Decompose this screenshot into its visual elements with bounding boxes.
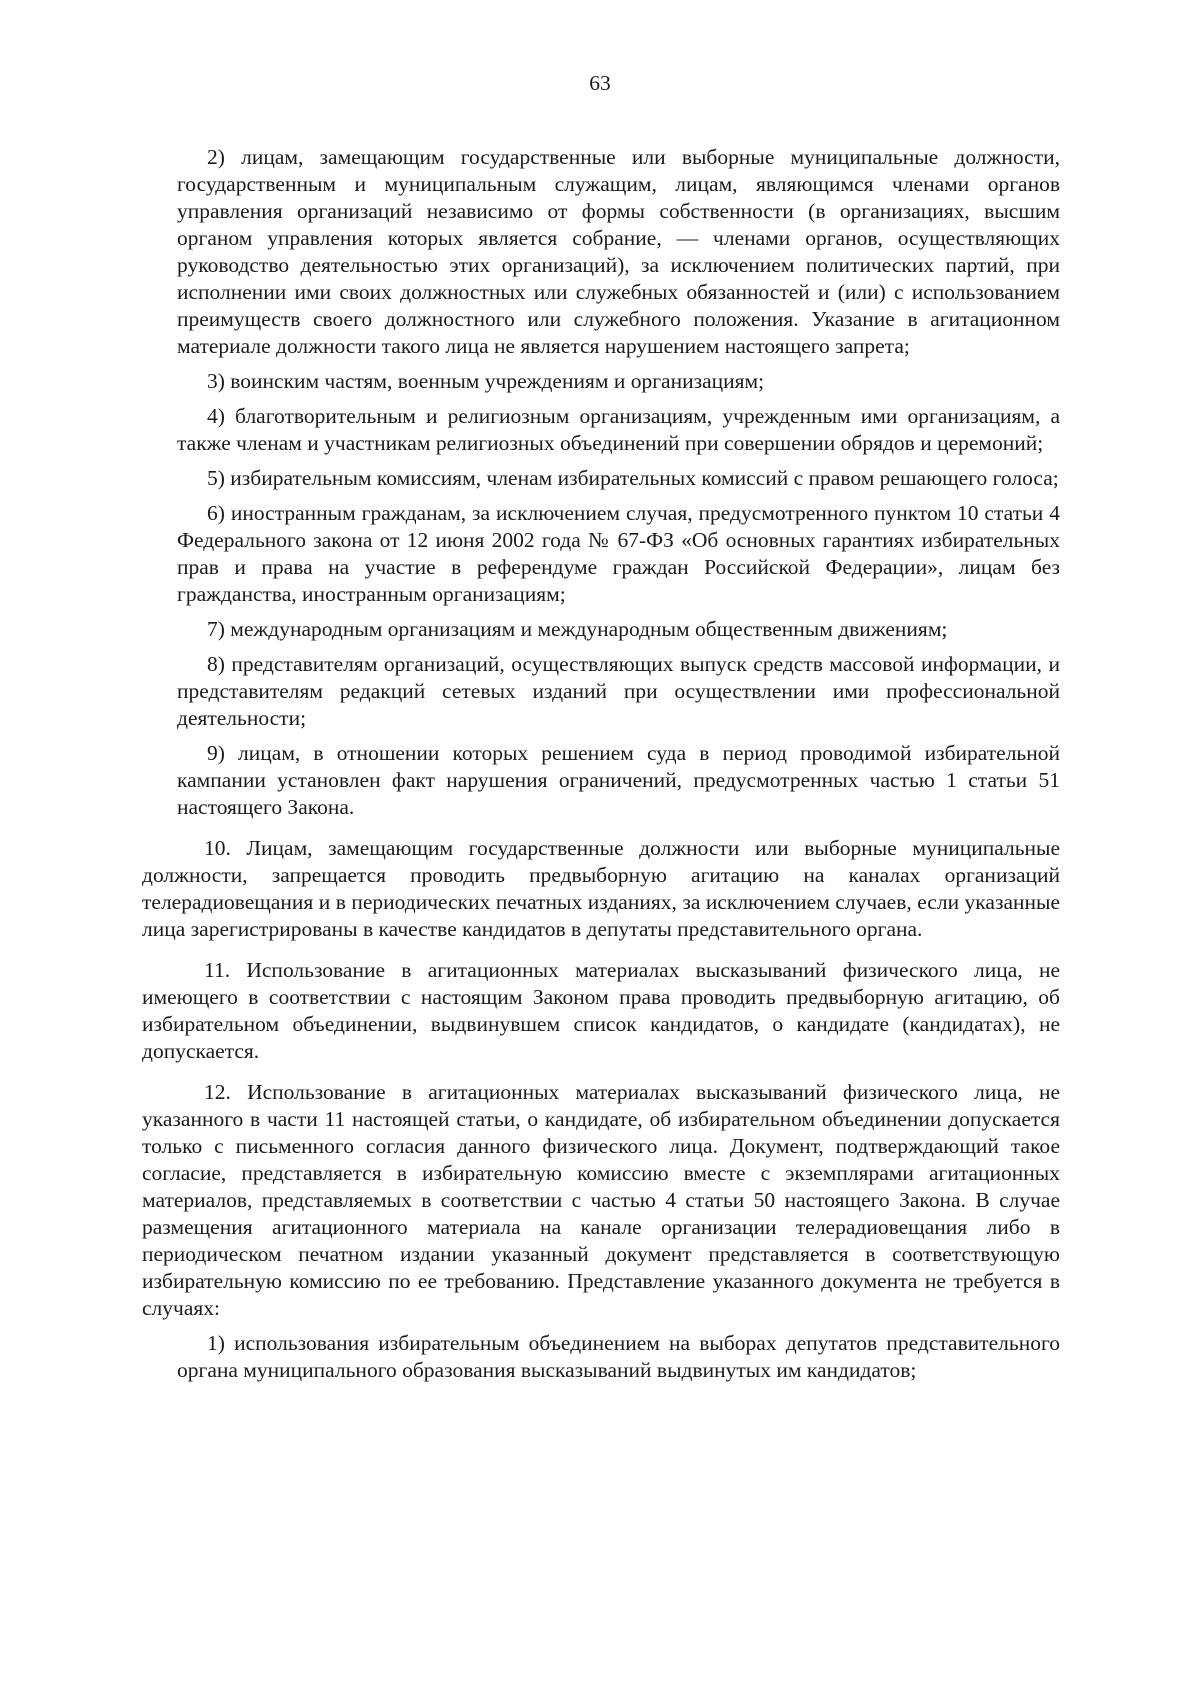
paragraph-part-12: 12. Использование в агитационных материалах высказываний физического лица, не указанного в части 11 настоящей статьи, о кандидате, об избирательном объединении допускается только с письменного согласия данного физического лица. Документ, подтверждающий такое согласие, представляется в избирательную комиссию вместе с экземплярами агитационных материалов, представляемых в соответствии с частью 4 статьи 50 настоящего Закона. В случае размещения агитационного материала на канале организации телерадиовещания либо в периодическом печатном издании указанный документ представляется в соответствующую избирательную комиссию по ее требованию. Представление указанного документа не требуется в случаях: bbox=[142, 1080, 1060, 1320]
page-number: 63 bbox=[589, 71, 611, 95]
paragraph-part-11: 11. Использование в агитационных материалах высказываний физического лица, не имеющего в соответствии с настоящим Законом права проводить предвыборную агитацию, об избирательном объединении, выдвинувшем список кандидатов, о кандидате (кандидатах), не допускается. bbox=[142, 958, 1060, 1063]
paragraph-item-7: 7) международным организациям и международным общественным движениям; bbox=[207, 617, 948, 641]
paragraph-item-3: 3) воинским частям, военным учреждениям и организациям; bbox=[207, 369, 765, 393]
paragraph-item-9: 9) лицам, в отношении которых решением суда в период проводимой избирательной кампании установлен факт нарушения ограничений, предусмотренных частью 1 статьи 51 настоящего Закона. bbox=[177, 741, 1060, 819]
paragraph-item-6: 6) иностранным гражданам, за исключением случая, предусмотренного пунктом 10 статьи 4 Федерального закона от 12 июня 2002 года № 67-ФЗ «Об основных гарантиях избирательных прав и права на участие в референдуме граждан Российской Федерации», лицам без гражданства, иностранным организациям; bbox=[177, 501, 1060, 606]
paragraph-part-12-item-1: 1) использования избирательным объединением на выборах депутатов представительного органа муниципального образования высказываний выдвинутых им кандидатов; bbox=[177, 1331, 1060, 1382]
paragraph-part-10: 10. Лицам, замещающим государственные должности или выборные муниципальные должности, запрещается проводить предвыборную агитацию на каналах организаций телерадиовещания и в периодических печатных изданиях, за исключением случаев, если указанные лица зарегистрированы в качестве кандидатов в депутаты представительного органа. bbox=[142, 836, 1060, 941]
paragraph-item-2: 2) лицам, замещающим государственные или выборные муниципальные должности, государственным и муниципальным служащим, лицам, являющимся членами органов управления организаций независимо от формы собственности (в организациях, высшим органом управления которых является собрание, — членами органов, осуществляющих руководство деятельностью этих организаций), за исключением политических партий, при исполнении ими своих должностных или служебных обязанностей и (или) с использованием преимуществ своего должностного или служебного положения. Указание в агитационном материале должности такого лица не является нарушением настоящего запрета; bbox=[177, 145, 1060, 358]
document-body bbox=[142, 144, 1060, 1384]
paragraph-item-8: 8) представителям организаций, осуществляющих выпуск средств массовой информации, и представителям редакций сетевых изданий при осуществлении ими профессиональной деятельности; bbox=[177, 652, 1060, 730]
paragraph-item-5: 5) избирательным комиссиям, членам избирательных комиссий с правом решающего голоса; bbox=[207, 466, 1059, 490]
paragraph-item-4: 4) благотворительным и религиозным организациям, учрежденным ими организациям, а также членам и участникам религиозных объединений при совершении обрядов и церемоний; bbox=[177, 404, 1060, 455]
